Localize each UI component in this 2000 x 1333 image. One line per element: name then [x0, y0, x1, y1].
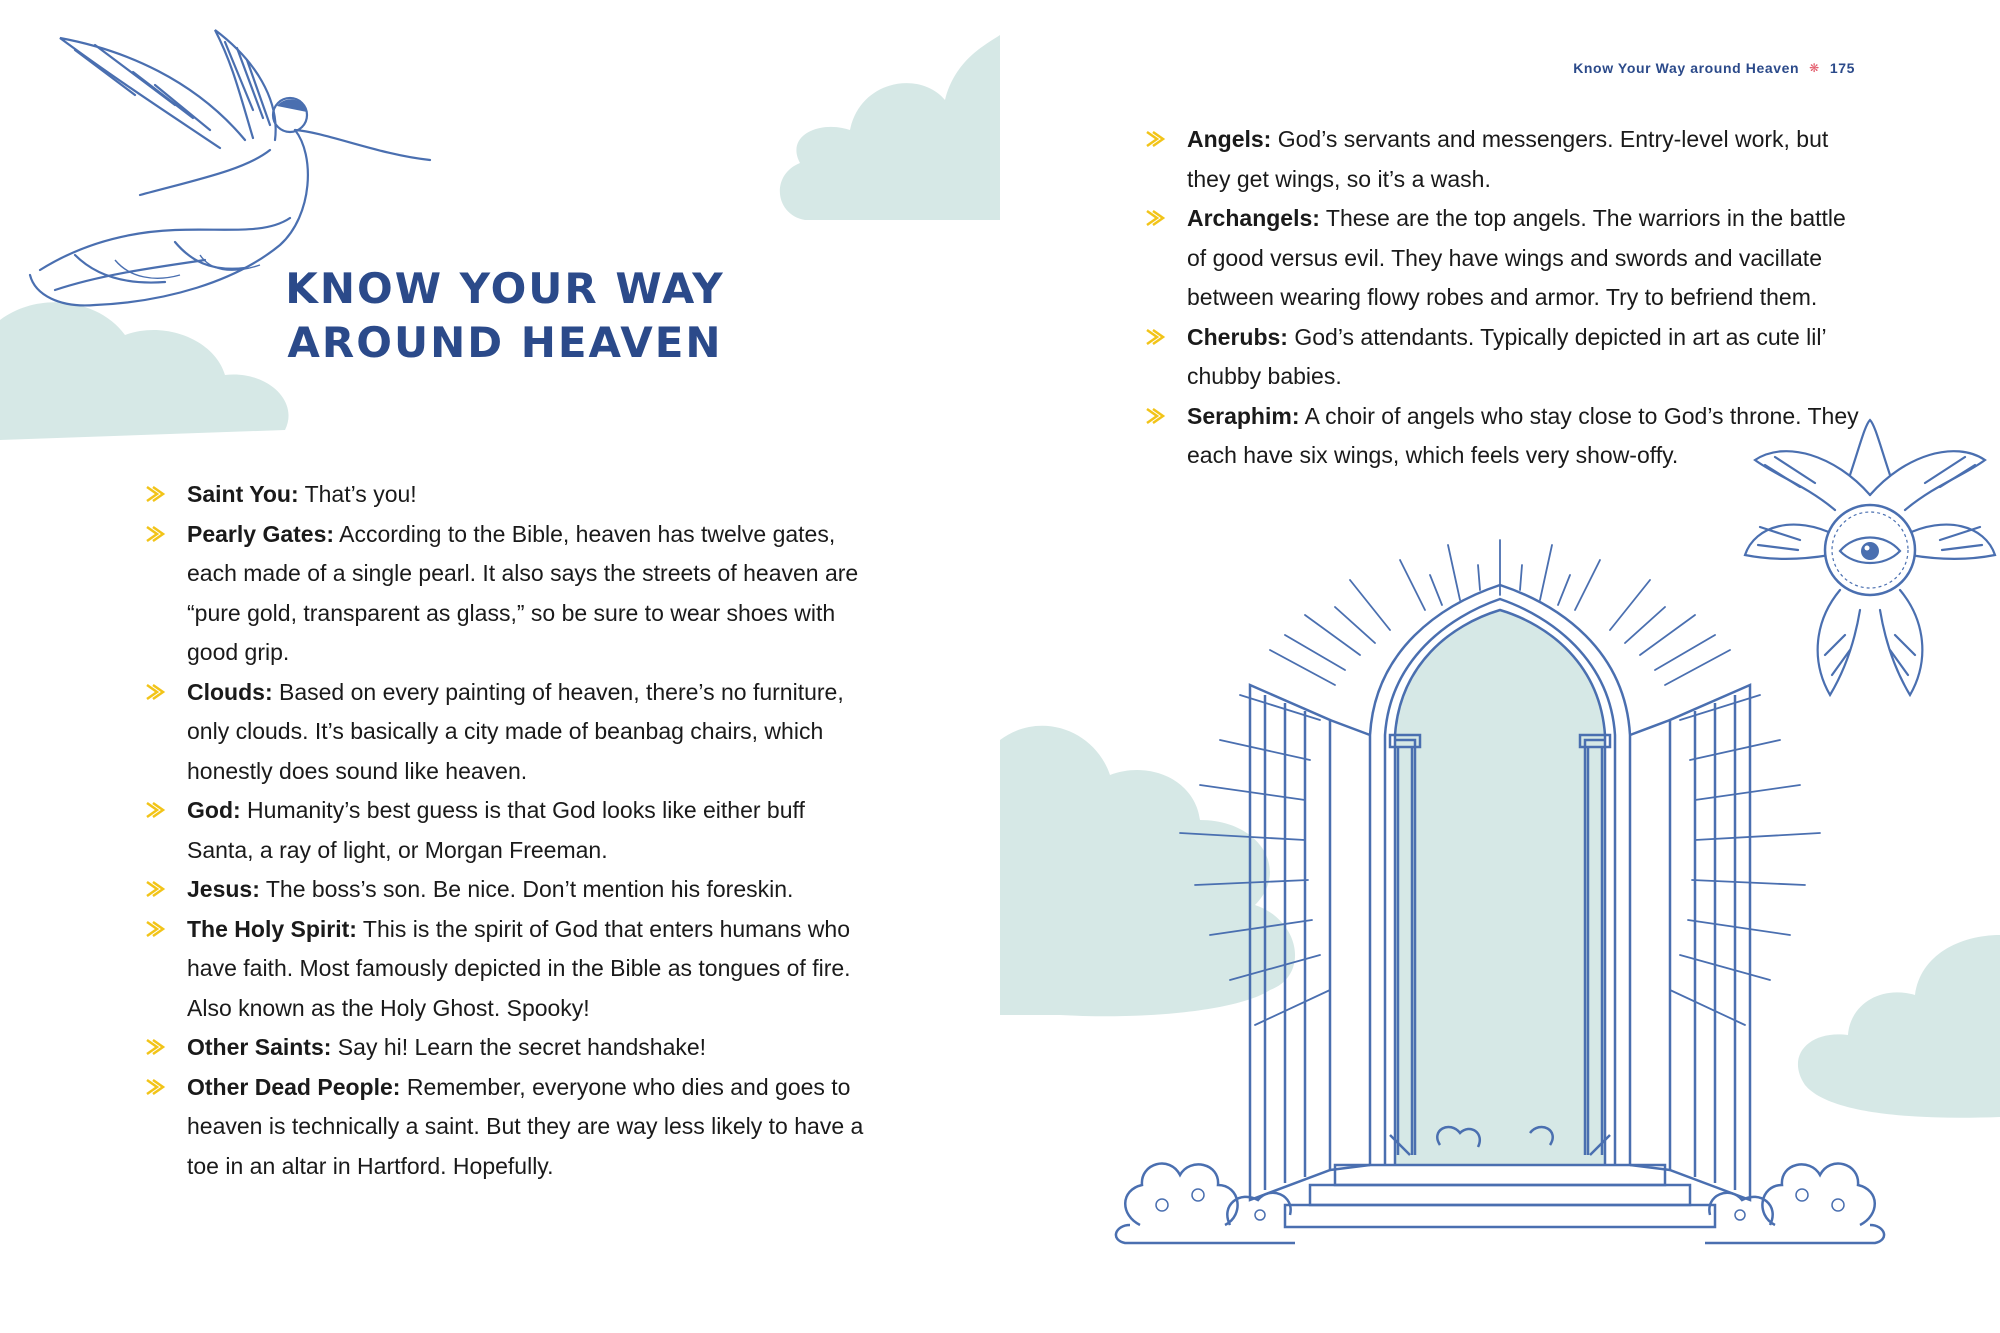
- item-text: A choir of angels who stay close to God’s throne. They each have six wings, which feels very show-offy.: [1187, 402, 1859, 468]
- list-item: [145, 475, 865, 515]
- item-term: Seraphim:: [1187, 402, 1300, 429]
- list-item: [145, 673, 865, 792]
- item-term: Other Saints:: [187, 1034, 332, 1060]
- flower-icon: ❋: [1809, 61, 1820, 75]
- arrow-bullet-icon: [145, 1037, 167, 1057]
- list-item: [1145, 120, 1865, 199]
- list-item: [145, 910, 865, 1029]
- arrow-bullet-icon: [145, 682, 167, 702]
- arrow-bullet-icon: [145, 919, 167, 939]
- item-text: The boss’s son. Be nice. Don’t mention his foreskin.: [259, 876, 794, 902]
- left-glossary-list: [145, 475, 865, 1186]
- item-term: Jesus:: [187, 876, 260, 902]
- item-term: Cherubs:: [1187, 323, 1288, 350]
- item-term: Saint You:: [187, 481, 299, 507]
- item-term: Archangels:: [1187, 205, 1320, 231]
- item-text: According to the Bible, heaven has twelve gates, each made of a single pearl. It also says the streets of heaven are “pure gold, transparent as glass,” so be sure to wear shoes with good grip.: [187, 520, 859, 665]
- item-text: This is the spirit of God that enters humans who have faith. Most famously depicted in the Bible as tongues of fire. Also known as the Holy Ghost. Spooky!: [187, 915, 851, 1021]
- item-term: The Holy Spirit:: [187, 915, 357, 942]
- arrow-bullet-icon: [1145, 327, 1167, 347]
- item-term: Angels:: [1187, 126, 1272, 152]
- item-text: Humanity’s best guess is that God looks like either buff Santa, a ray of light, or Morgan Freeman.: [187, 797, 805, 863]
- list-item: [145, 1028, 865, 1068]
- item-text: Based on every painting of heaven, there’s no furniture, only clouds. It’s basically a city made of beanbag chairs, which honestly does sound like heaven.: [187, 678, 844, 784]
- arrow-bullet-icon: [145, 800, 167, 820]
- running-head-title: Know Your Way around Heaven: [1573, 60, 1800, 76]
- list-item: [145, 791, 865, 870]
- heaven-gate-icon: [1080, 535, 1920, 1255]
- item-term: Pearly Gates:: [187, 520, 335, 547]
- list-item: [145, 1068, 865, 1187]
- page-number: 175: [1829, 60, 1855, 76]
- arrow-bullet-icon: [145, 524, 167, 544]
- item-text: These are the top angels. The warriors in the battle of good versus evil. They have wings and swords and vacillate between wearing flowy robes and armor. Try to befriend them.: [1187, 205, 1846, 310]
- item-text: Remember, everyone who dies and goes to heaven is technically a saint. But they are way less likely to have a toe in an altar in Hartford. Hopefully.: [187, 1073, 864, 1179]
- arrow-bullet-icon: [1145, 406, 1167, 426]
- item-text: God’s attendants. Typically depicted in art as cute lil’ chubby babies.: [1187, 323, 1826, 389]
- item-term: Other Dead People:: [187, 1073, 401, 1100]
- right-page: [1000, 0, 2000, 1333]
- list-item: [145, 870, 865, 910]
- item-text: God’s servants and messengers. Entry-level work, but they get wings, so it’s a wash.: [1187, 126, 1829, 192]
- item-term: Clouds:: [187, 678, 273, 705]
- item-text: That’s you!: [298, 481, 417, 507]
- list-item: [1145, 318, 1865, 397]
- arrow-bullet-icon: [1145, 129, 1167, 149]
- running-head: [1573, 60, 1855, 76]
- arrow-bullet-icon: [145, 484, 167, 504]
- list-item: [145, 515, 865, 673]
- cloud-icon: [770, 35, 1000, 225]
- page-title-line-2: AROUND HEAVEN: [287, 318, 723, 367]
- page-title-line-1: KNOW YOUR WAY: [285, 264, 725, 313]
- arrow-bullet-icon: [145, 879, 167, 899]
- list-item: [1145, 199, 1865, 318]
- item-term: God:: [187, 797, 241, 823]
- page-title: [270, 262, 740, 370]
- arrow-bullet-icon: [145, 1077, 167, 1097]
- arrow-bullet-icon: [1145, 208, 1167, 228]
- item-text: Say hi! Learn the secret handshake!: [331, 1034, 707, 1060]
